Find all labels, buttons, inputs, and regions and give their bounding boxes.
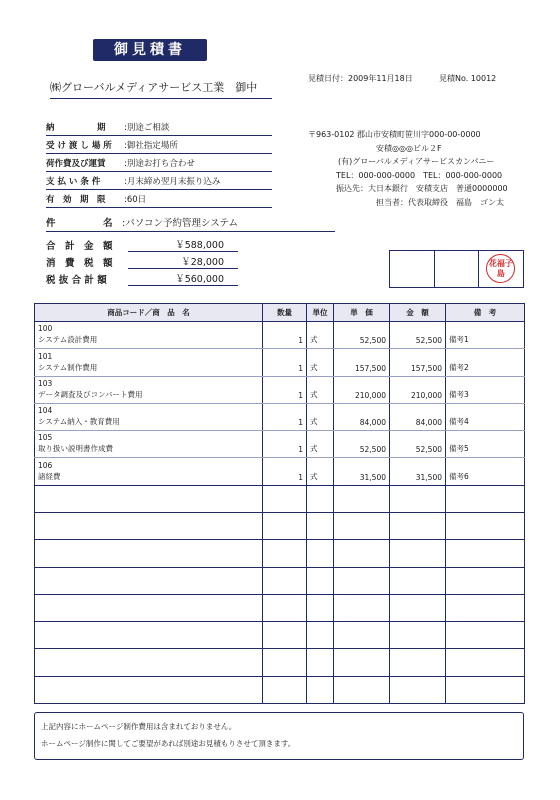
term-payment: [46, 172, 272, 190]
qty-cell: 1: [263, 431, 307, 458]
estimate-date: 見積日付：2009年11月18日: [308, 74, 413, 83]
col-header-item: 商品コード／商 品 名: [35, 304, 263, 322]
empty-cell: [35, 676, 263, 703]
term-label: 有 効 期 限: [46, 195, 106, 205]
empty-row: [35, 676, 525, 703]
empty-cell: [446, 649, 525, 676]
stamp-box-2: [435, 251, 480, 287]
sender-building: 安積◎◎◎ビル２F: [376, 143, 442, 153]
empty-row: [35, 540, 525, 567]
approval-stamp-boxes: [389, 250, 524, 288]
empty-cell: [307, 649, 334, 676]
stamp-box-1: [390, 251, 435, 287]
empty-cell: [390, 594, 446, 621]
price-cell: 210,000: [334, 376, 390, 403]
item-code: 103: [38, 378, 53, 388]
amount-cell: 31,500: [390, 458, 446, 485]
qty-cell: 1: [263, 349, 307, 376]
item-code: 106: [38, 460, 53, 470]
totals-section: [46, 235, 238, 286]
empty-cell: [35, 567, 263, 594]
total-label: 合 計 金 額: [46, 241, 113, 252]
empty-cell: [35, 485, 263, 512]
empty-cell: [35, 540, 263, 567]
price-cell: 84,000: [334, 403, 390, 430]
empty-cell: [390, 649, 446, 676]
unit-cell: 式: [307, 403, 334, 430]
line-items-table: [34, 303, 525, 704]
qty-cell: 1: [263, 376, 307, 403]
empty-cell: [263, 567, 307, 594]
empty-cell: [334, 485, 390, 512]
col-header-amount: 金 額: [390, 304, 446, 322]
empty-cell: [390, 567, 446, 594]
empty-cell: [307, 540, 334, 567]
empty-row: [35, 512, 525, 539]
empty-cell: [307, 567, 334, 594]
amount-cell: 84,000: [390, 403, 446, 430]
empty-cell: [263, 594, 307, 621]
empty-cell: [334, 649, 390, 676]
empty-cell: [307, 512, 334, 539]
empty-cell: [446, 676, 525, 703]
empty-cell: [390, 622, 446, 649]
item-name: システム制作費用: [38, 362, 98, 372]
item-cell: [35, 431, 263, 458]
unit-cell: 式: [307, 458, 334, 485]
item-cell: [35, 403, 263, 430]
empty-cell: [307, 622, 334, 649]
amount-cell: 157,500: [390, 349, 446, 376]
term-delivery: [46, 118, 272, 136]
item-code: 105: [38, 433, 53, 443]
empty-cell: [263, 676, 307, 703]
total-value: ￥560,000: [128, 271, 238, 286]
recipient-name: ㈱グローバルメディアサービス工業 御中: [50, 79, 272, 99]
empty-cell: [263, 512, 307, 539]
table-row: [35, 322, 525, 349]
terms-section: [46, 118, 272, 208]
empty-cell: [263, 540, 307, 567]
term-value: :60日: [124, 195, 147, 205]
empty-cell: [35, 649, 263, 676]
total-value: ￥588,000: [128, 237, 238, 252]
note-cell: 備考6: [446, 458, 525, 485]
document-title: 御見積書: [93, 39, 207, 61]
hanko-seal-icon: 花福子島: [486, 254, 515, 283]
item-cell: [35, 458, 263, 485]
empty-cell: [390, 540, 446, 567]
estimate-number: 見積No. 10012: [439, 74, 497, 83]
item-name: 諸経費: [38, 471, 61, 481]
empty-row: [35, 622, 525, 649]
sender-phone: TEL：000-000-0000 TEL：000-000-0000: [336, 170, 503, 180]
empty-cell: [390, 676, 446, 703]
table-row: [35, 403, 525, 430]
term-value: :別途ご相談: [124, 123, 170, 133]
term-place: [46, 136, 272, 154]
empty-row: [35, 594, 525, 621]
tax-amount-row: [46, 252, 238, 269]
sender-company: (有)グローバルメディアサービスカンパニー: [338, 157, 495, 167]
item-cell: [35, 376, 263, 403]
empty-cell: [35, 594, 263, 621]
note-cell: 備考2: [446, 349, 525, 376]
price-cell: 52,500: [334, 322, 390, 349]
sender-bank: 振込先：大日本銀行 安積支店 普通0000000: [336, 184, 508, 194]
total-amount-row: [46, 235, 238, 252]
item-name: データ調査及びコンバート費用: [38, 389, 143, 399]
term-value: :御社指定場所: [124, 141, 178, 151]
empty-cell: [446, 622, 525, 649]
empty-row: [35, 567, 525, 594]
empty-row: [35, 649, 525, 676]
term-value: :月末締め翌月末振り込み: [124, 177, 221, 187]
col-header-unit: 単位: [307, 304, 334, 322]
term-value: :別途お打ち合わせ: [124, 159, 195, 169]
table-row: [35, 431, 525, 458]
qty-cell: 1: [263, 403, 307, 430]
empty-cell: [334, 676, 390, 703]
col-header-note: 備 考: [446, 304, 525, 322]
amount-cell: 52,500: [390, 431, 446, 458]
total-label: 消 費 税 額: [46, 258, 113, 269]
sender-contact: 担当者：代表取締役 福島 ゴン太: [376, 197, 504, 207]
notes-box: [34, 712, 524, 760]
table-row: [35, 376, 525, 403]
unit-cell: 式: [307, 349, 334, 376]
sender-address-block: [308, 128, 508, 210]
item-name: システム納入・教育費用: [38, 417, 120, 427]
empty-cell: [263, 649, 307, 676]
unit-cell: 式: [307, 376, 334, 403]
empty-cell: [446, 485, 525, 512]
item-name: 取り扱い説明書作成費: [38, 444, 113, 454]
empty-cell: [334, 594, 390, 621]
note-cell: 備考4: [446, 403, 525, 430]
item-name: システム設計費用: [38, 335, 98, 345]
term-label: 納 期: [46, 123, 106, 133]
term-validity: [46, 190, 272, 208]
qty-cell: 1: [263, 458, 307, 485]
subtotal-row: [46, 269, 238, 286]
term-label: 荷作費及び運賃: [46, 159, 106, 169]
table-header-row: [35, 304, 525, 322]
empty-cell: [446, 540, 525, 567]
item-code: 104: [38, 406, 53, 416]
empty-cell: [334, 622, 390, 649]
unit-cell: 式: [307, 431, 334, 458]
price-cell: 31,500: [334, 458, 390, 485]
item-code: 101: [38, 351, 53, 361]
table-row: [35, 349, 525, 376]
term-label: 受 け 渡 し 場 所: [46, 141, 112, 151]
empty-cell: [446, 567, 525, 594]
item-code: 100: [38, 324, 53, 334]
empty-cell: [263, 485, 307, 512]
amount-cell: 210,000: [390, 376, 446, 403]
total-label: 税 抜 合 計 額: [46, 275, 107, 286]
empty-cell: [390, 485, 446, 512]
total-value: ￥28,000: [128, 254, 238, 269]
empty-cell: [307, 676, 334, 703]
col-header-qty: 数量: [263, 304, 307, 322]
note-cell: 備考3: [446, 376, 525, 403]
subject-value: :パソコン予約管理システム: [122, 218, 239, 229]
stamp-box-3: [479, 251, 523, 287]
subject-row: [46, 215, 335, 232]
empty-cell: [446, 594, 525, 621]
unit-cell: 式: [307, 322, 334, 349]
note-cell: 備考5: [446, 431, 525, 458]
table-row: [35, 458, 525, 485]
item-cell: [35, 349, 263, 376]
empty-cell: [390, 512, 446, 539]
term-shipping: [46, 154, 272, 172]
note-line: ホームページ制作に関してご要望があれば別途お見積もりさせて頂きます。: [41, 739, 296, 748]
empty-cell: [334, 512, 390, 539]
empty-row: [35, 485, 525, 512]
amount-cell: 52,500: [390, 322, 446, 349]
empty-cell: [307, 485, 334, 512]
price-cell: 157,500: [334, 349, 390, 376]
price-cell: 52,500: [334, 431, 390, 458]
empty-cell: [263, 622, 307, 649]
empty-cell: [446, 512, 525, 539]
qty-cell: 1: [263, 322, 307, 349]
subject-label: 件 名: [46, 218, 113, 229]
empty-cell: [334, 540, 390, 567]
col-header-price: 単 価: [334, 304, 390, 322]
empty-cell: [35, 512, 263, 539]
empty-cell: [307, 594, 334, 621]
sender-postal: 〒963-0102 郡山市安積町笹川字000-00-0000: [308, 130, 481, 139]
item-cell: [35, 322, 263, 349]
note-cell: 備考1: [446, 322, 525, 349]
empty-cell: [334, 567, 390, 594]
term-label: 支 払 い 条 件: [46, 177, 101, 187]
empty-cell: [35, 622, 263, 649]
note-line: 上記内容にホームページ制作費用は含まれておりません。: [41, 722, 237, 731]
